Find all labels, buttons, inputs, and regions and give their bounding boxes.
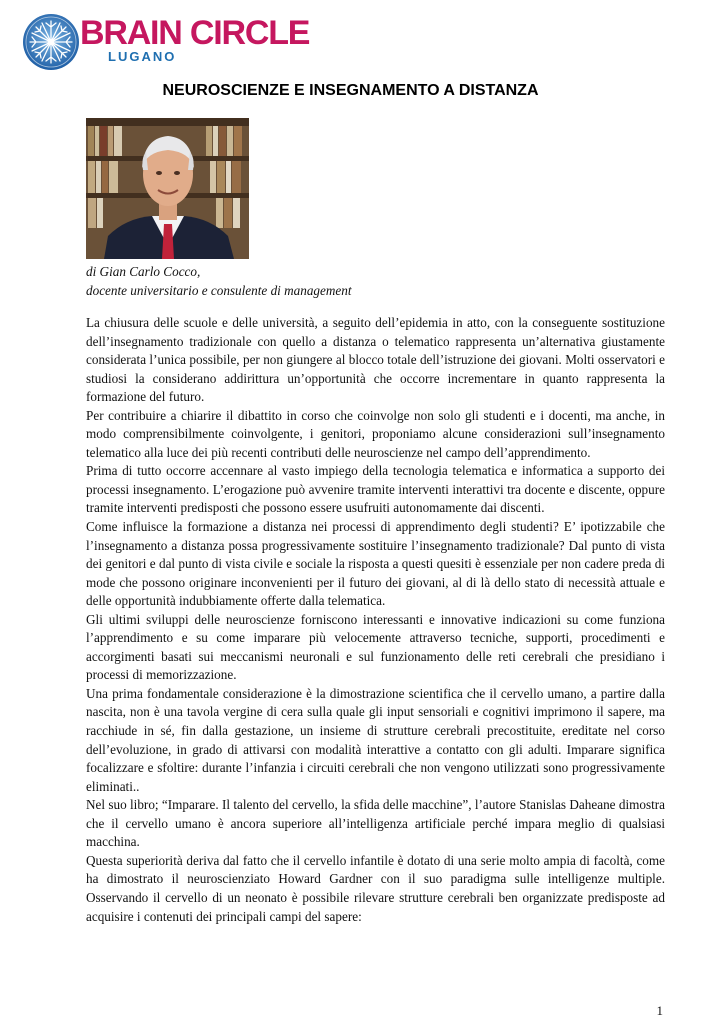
author-portrait: [86, 118, 249, 259]
author-byline: [86, 262, 352, 300]
logo-subtitle: LUGANO: [108, 49, 177, 64]
paragraph: Prima di tutto occorre accennare al vasto impiego della tecnologia telematica e informatica a supporto dei processi insegnamento. L’erogazione può avvenire tramite interventi interattivi tra docente e discente, oppure tramite interventi predisposti che possono essere usufruiti autonomamente dai discenti.: [86, 463, 665, 516]
paragraph: Per contribuire a chiarire il dibattito in corso che coinvolge non solo gli studenti e i docenti, ma anche, in modo comprensibilmente coinvolgente, i genitori, proponiamo alcune considerazioni sull’insegnamento telematico alla luce dei più recenti contributi delle neuroscienze nel campo dell’apprendimento.: [86, 407, 665, 460]
paragraph: La chiusura delle scuole e delle università, a seguito dell’epidemia in atto, con la conseguente sostituzione dell’insegnamento tradizionale con quello a distanza o telematico rappresenta un’alternativa giustamente considerata l’unica possibile, per non giungere al blocco totale dell’istruzione dei giovani. Molti osservatori e studiosi la considerano addirittura un’opportunità che occorre incrementare in quanto rappresenta la formazione del futuro.: [86, 315, 665, 405]
paragraph: Questa superiorità deriva dal fatto che il cervello infantile è dotato di una serie molto ampia di facoltà, come ha dimostrato il neuroscienziato Howard Gardner con il suo paradigma sulle intelligenze multiple. Osservando il cervello di un neonato è possibile rilevare strutture cerebrali ben organizzate predisposte ad acquisire i contenuti dei principali campi del sapere:: [86, 852, 665, 924]
brain-circle-icon: [22, 13, 80, 71]
author-name: di Gian Carlo Cocco,: [86, 264, 201, 279]
document-title: NEUROSCIENZE E INSEGNAMENTO A DISTANZA: [162, 82, 539, 99]
article-body: [86, 314, 665, 926]
page-number: 1: [656, 1003, 663, 1018]
paragraph: Una prima fondamentale considerazione è la dimostrazione scientifica che il cervello umano, a partire dalla nascita, non è una tavola vergine di cera sulla quale gli input sensoriali e cognitivi imprimono il sapere, ma racchiude in sé, fin dalla gestazione, un insieme di strutture cerebrali precostituite, ereditate nel corso dell’evoluzione, in grado di attivarsi con modalità interattive a contatto con gli adulti. Imparare significa focalizzare e sfoltire: durante l’infanzia i circuiti cerebrali che non vengono utilizzati sono progressivamente eliminati..: [86, 685, 665, 794]
author-role: docente universitario e consulente di management: [86, 283, 352, 298]
brain-circle-logo: [22, 13, 310, 75]
paragraph: Come influisce la formazione a distanza nei processi di apprendimento degli studenti? E’ ipotizzabile che l’insegnamento a distanza possa progressivamente sostituire l’insegnamento tradizionale? Dal punto di vista dei genitori e dal punto di vista civile e sociale la risposta a questi quesiti è essenziale per non cadere preda di mode che possono originare inconvenienti per il futuro dei giovani, al di là dello stato di necessità attuale e delle opportunità indubbiamente offerte dalla telematica.: [86, 519, 665, 609]
paragraph: Nel suo libro; “Imparare. Il talento del cervello, la sfida delle macchine”, l’autore Stanislas Daheane dimostra che il cervello umano è ancora superiore all’intelligenza artificiale perché impara meglio di qualsiasi macchina.: [86, 797, 665, 850]
logo-title: BRAIN CIRCLE: [80, 14, 310, 52]
paragraph: Gli ultimi sviluppi delle neuroscienze forniscono interessanti e innovative indicazioni su come funziona l’apprendimento e su come imparare più velocemente attraverso tecniche, supporti, procedimenti e accorgimenti basati sui meccanismi neuronali e sul funzionamento delle reti cerebrali che presidiano i processi di memorizzazione.: [86, 611, 665, 683]
